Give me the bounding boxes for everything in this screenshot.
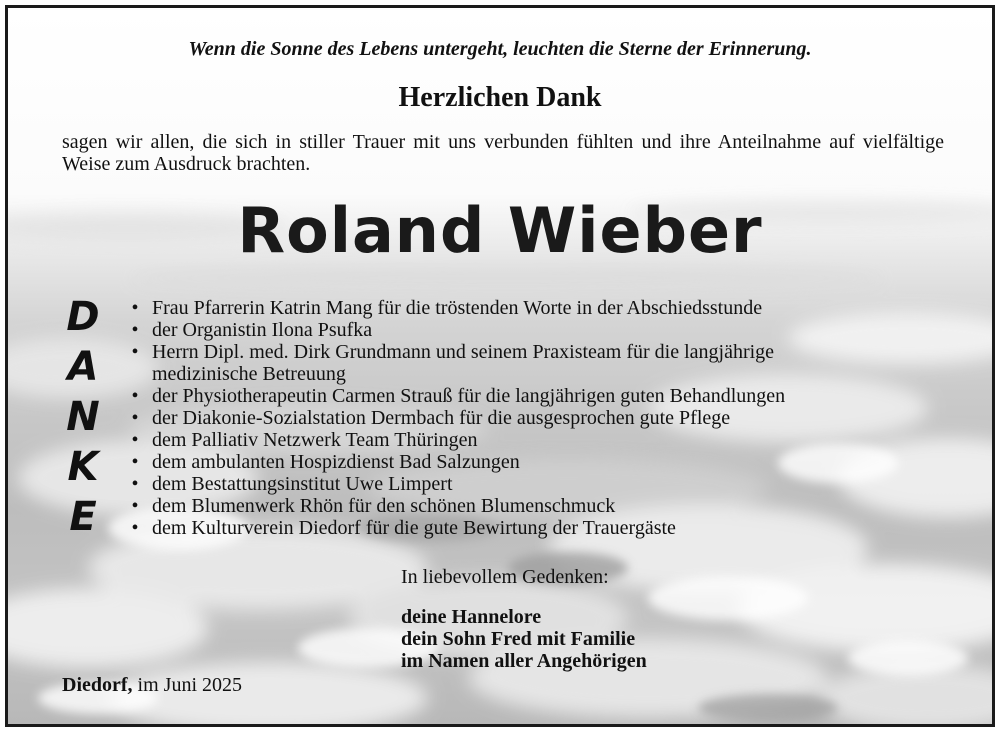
list-item-text: der Physiotherapeutin Carmen Strauß für die langjährigen guten Behandlungen	[152, 385, 786, 407]
list-item	[128, 495, 868, 517]
mourner-name: dein Sohn Fred mit Familie	[401, 628, 636, 650]
danke-letter: D	[66, 294, 100, 340]
thanks-list	[128, 297, 868, 539]
deceased-name: Roland Wieber	[237, 194, 763, 267]
bullet-icon: •	[131, 341, 139, 363]
mourner-name: deine Hannelore	[401, 606, 542, 628]
list-item	[128, 407, 868, 429]
list-item-text: Herrn Dipl. med. Dirk Grundmann und seinem Praxisteam für die langjährige medizinische Betreuung	[152, 341, 775, 385]
bullet-icon: •	[131, 495, 139, 517]
list-item	[128, 341, 868, 385]
date-text: im Juni 2025	[137, 674, 242, 696]
list-item	[128, 429, 868, 451]
intro-text: sagen wir allen, die sich in stiller Trauer mit uns verbunden fühlten und ihre Anteilnahme auf vielfältige Weise zum Ausdruck brachten.	[62, 131, 944, 175]
list-item	[128, 297, 868, 319]
place-date-line	[62, 674, 242, 697]
bullet-icon: •	[131, 407, 139, 429]
gedenken-line: In liebevollem Gedenken:	[401, 566, 609, 588]
signature-block	[401, 566, 861, 672]
list-item	[128, 517, 868, 539]
danke-letter: E	[69, 494, 97, 540]
danke-letter: K	[67, 444, 99, 490]
list-item	[128, 319, 868, 341]
bullet-icon: •	[131, 517, 139, 539]
list-item	[128, 451, 868, 473]
obituary-card	[5, 5, 995, 727]
bullet-icon: •	[131, 473, 139, 495]
heading-title: Herzlichen Dank	[398, 82, 602, 113]
place-name: Diedorf,	[62, 674, 133, 696]
list-item-text: dem Bestattungsinstitut Uwe Limpert	[152, 473, 453, 495]
list-item-text: dem Palliativ Netzwerk Team Thüringen	[152, 429, 478, 451]
bullet-icon: •	[131, 297, 139, 319]
list-item-text: der Organistin Ilona Psufka	[152, 319, 373, 341]
motto-text: Wenn die Sonne des Lebens untergeht, leuchten die Sterne der Erinnerung.	[188, 38, 812, 60]
danke-vertical-word	[58, 292, 108, 542]
bullet-icon: •	[131, 451, 139, 473]
mourners-list	[401, 606, 861, 672]
list-item	[128, 473, 868, 495]
list-item-text: Frau Pfarrerin Katrin Mang für die tröstenden Worte in der Abschiedsstunde	[152, 297, 763, 319]
bullet-icon: •	[131, 319, 139, 341]
list-item-text: dem Kulturverein Diedorf für die gute Bewirtung der Trauergäste	[152, 517, 676, 539]
danke-letter: A	[67, 344, 99, 390]
list-item-text: dem Blumenwerk Rhön für den schönen Blumenschmuck	[152, 495, 616, 517]
mourner-name: im Namen aller Angehörigen	[401, 650, 647, 672]
bullet-icon: •	[131, 429, 139, 451]
list-item	[128, 385, 868, 407]
list-item-text: der Diakonie-Sozialstation Dermbach für die ausgesprochen gute Pflege	[152, 407, 731, 429]
danke-letter: N	[66, 394, 100, 440]
list-item-text: dem ambulanten Hospizdienst Bad Salzungen	[152, 451, 520, 473]
bullet-icon: •	[131, 385, 139, 407]
